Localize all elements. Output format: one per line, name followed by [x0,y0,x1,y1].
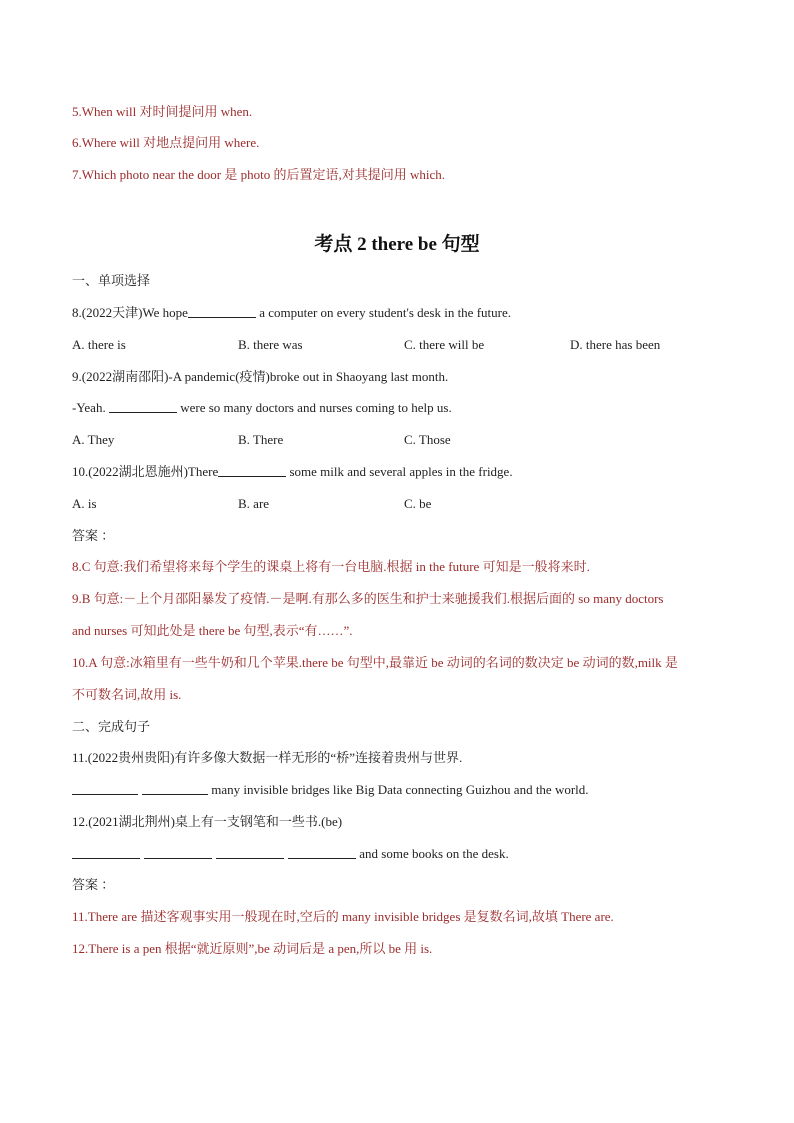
q8-option-c: C. there will be [404,337,485,352]
q9-line2-before: -Yeah. [72,400,109,415]
question-9-line1: 9.(2022湖南邵阳)-A pandemic(疫情)broke out in Shaoyang last month. [72,369,449,384]
q8-option-d: D. there has been [570,337,661,352]
q9-option-b: B. There [238,432,284,447]
q11-fill-after: many invisible bridges like Big Data connecting Guizhou and the world. [208,782,589,797]
q12-fill-line [72,845,509,863]
answer-8: 8.C 句意:我们希望将来每个学生的课桌上将有一台电脑.根据 in the future 可知是一般将来时. [72,559,590,574]
q9-option-a: A. They [72,432,115,447]
q12-fill-after: and some books on the desk. [356,846,509,861]
answer-9-line2: and nurses 可知此处是 there be 句型,表示“有……”. [72,623,353,638]
q11-fill-line [72,781,589,799]
question-12: 12.(2021湖北荆州)桌上有一支钢笔和一些书.(be) [72,814,343,829]
question-11: 11.(2022贵州贵阳)有许多像大数据一样无形的“桥”连接着贵州与世界. [72,750,463,765]
q9-option-c: C. Those [404,432,451,447]
part2-heading: 二、完成句子 [72,719,151,734]
q10-option-b: B. are [238,496,270,511]
note-7: 7.Which photo near the door 是 photo 的后置定语,对其提问用 which. [72,167,445,182]
question-10 [72,463,513,481]
answer-10-line2: 不可数名词,故用 is. [72,687,182,702]
answer-12: 12.There is a pen 根据“就近原则”,be 动词后是 a pen,所以 be 用 is. [72,941,433,956]
q8-stem-after: a computer on every student's desk in the future. [255,305,511,320]
q12-blank-4 [288,846,356,859]
answer-10-line1: 10.A 句意:冰箱里有一些牛奶和几个苹果.there be 句型中,最靠近 be 动词的名词的数决定 be 动词的数,milk 是 [72,655,678,670]
answer-label-2: 答案 ： [72,877,115,892]
q10-option-a: A. is [72,496,97,511]
part1-heading: 一、单项选择 [72,273,151,288]
q8-stem-before: 8.(2022天津)We hope [72,305,188,320]
q10-stem-before: 10.(2022湖北恩施州)There [72,464,219,479]
answer-11: 11.There are 描述客观事实用一般现在时,空后的 many invisible bridges 是复数名词,故填 There are. [72,909,614,924]
note-6: 6.Where will 对地点提问用 where. [72,135,260,150]
q12-blank-2 [144,846,212,859]
q9-line2-after: were so many doctors and nurses coming to help us. [176,400,452,415]
q9-blank [109,400,177,413]
q10-option-c: C. be [404,496,432,511]
q12-blank-1 [72,846,140,859]
section-title: 考点 2 there be 句型 [314,234,480,255]
q11-blank-2 [142,782,208,795]
q10-stem-after: some milk and several apples in the fridge. [286,464,513,479]
q10-blank [218,464,286,477]
q11-blank-1 [72,782,138,795]
answer-9-line1: 9.B 句意:－上个月邵阳暴发了疫情.－是啊.有那么多的医生和护士来驰援我们.根据后面的 so many doctors [72,591,664,606]
q12-blank-3 [216,846,284,859]
q8-option-a: A. there is [72,337,126,352]
question-9-line2 [72,399,452,417]
answer-label-1: 答案 ： [72,528,115,543]
question-8 [72,304,511,322]
q8-blank [188,305,256,318]
note-5: 5.When will 对时间提问用 when. [72,104,253,119]
q8-option-b: B. there was [238,337,303,352]
